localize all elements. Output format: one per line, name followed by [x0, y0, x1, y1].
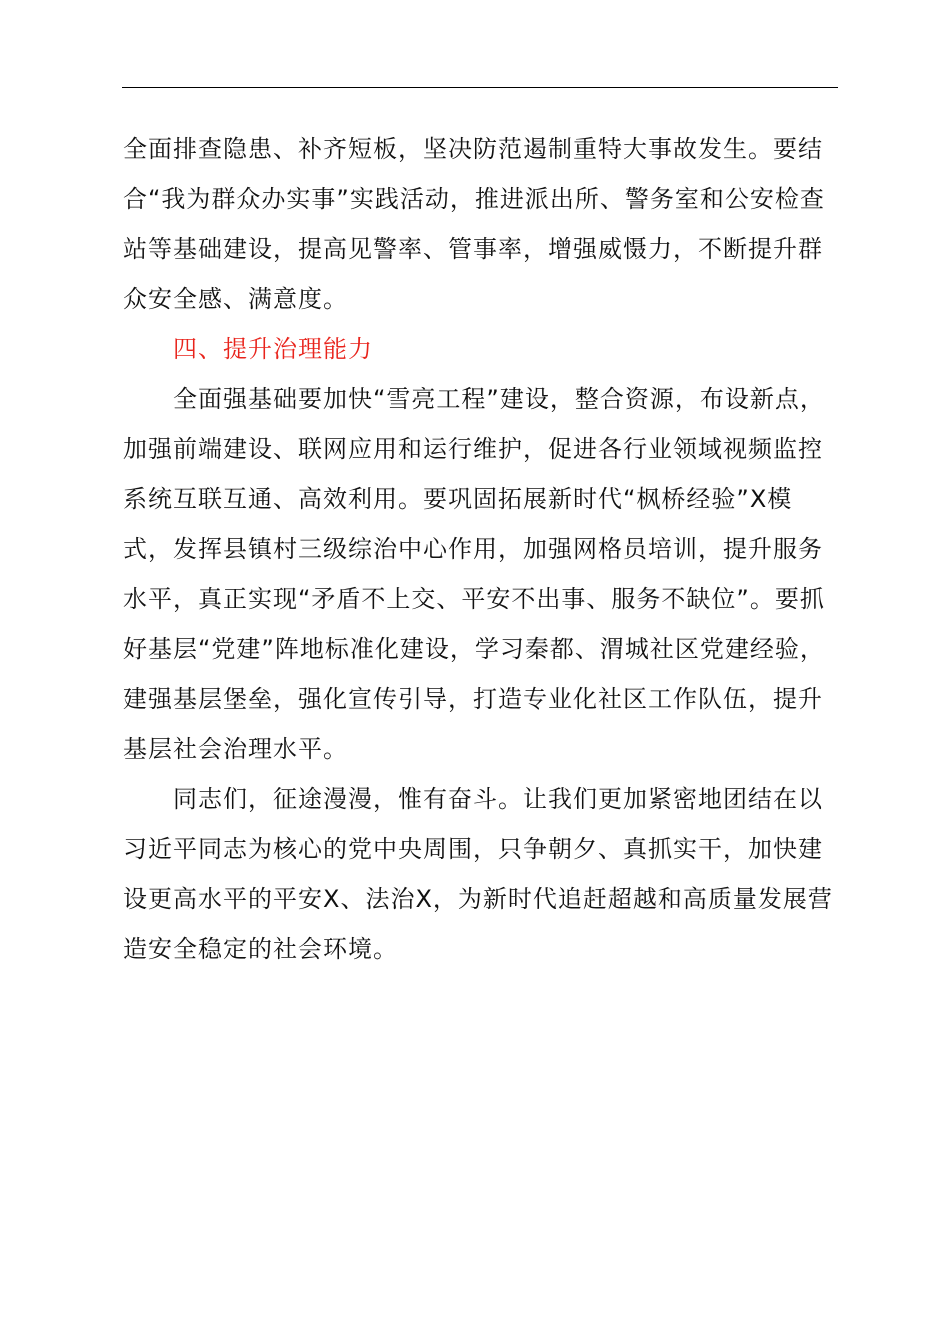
section-heading: 四、提升治理能力: [173, 335, 373, 363]
paragraph-continuation: 全面排查隐患、补齐短板，坚决防范遏制重特大事故发生。要结合“我为群众办实事”实践活动，推进派出所、警务室和公安检查站等基础建设，提高见警率、管事率，增强威慑力，不断提升群众安全感、满意度。: [123, 135, 825, 313]
header-rule: [122, 87, 838, 88]
paragraph-closing: 同志们，征途漫漫，惟有奋斗。让我们更加紧密地团结在以习近平同志为核心的党中央周围，只争朝夕、真抓实干，加快建设更高水平的平安X、法治X，为新时代追赶超越和高质量发展营造安全稳定的社会环境。: [123, 785, 833, 963]
paragraph-governance: 全面强基础要加快“雪亮工程”建设，整合资源，布设新点，加强前端建设、联网应用和运行维护，促进各行业领域视频监控系统互联互通、高效利用。要巩固拓展新时代“枫桥经验”X模式，发挥县镇村三级综治中心作用，加强网格员培训，提升服务水平，真正实现“矛盾不上交、平安不出事、服务不缺位”。要抓好基层“党建”阵地标准化建设，学习秦都、渭城社区党建经验，建强基层堡垒，强化宣传引导，打造专业化社区工作队伍，提升基层社会治理水平。: [123, 385, 825, 763]
document-body: [123, 124, 839, 974]
